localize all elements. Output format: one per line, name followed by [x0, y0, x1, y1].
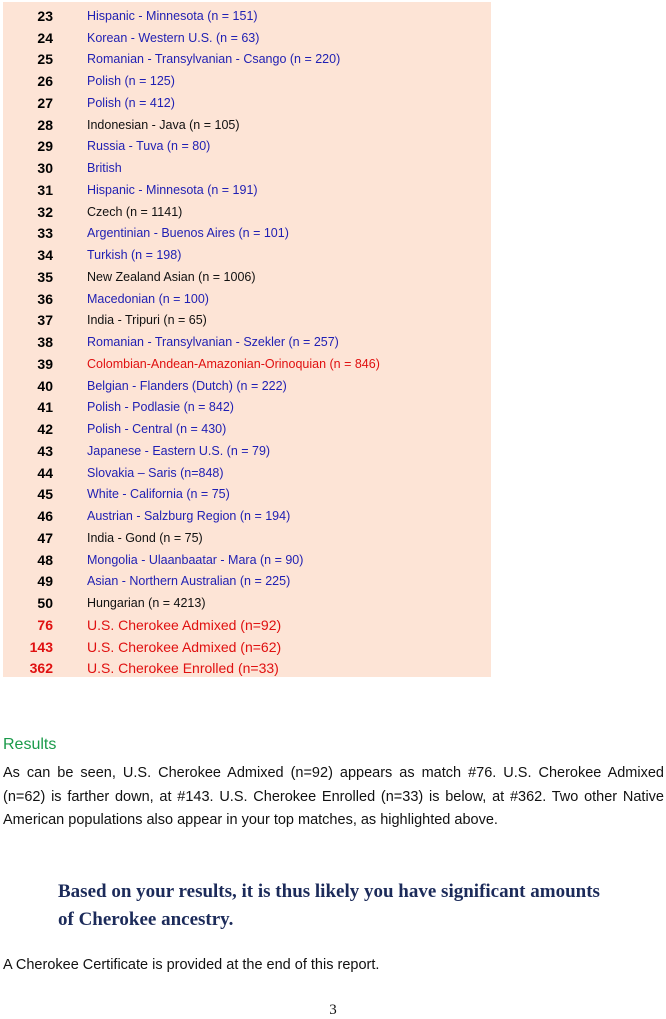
match-population: Polish - Central (n = 430)	[87, 422, 227, 437]
match-rank: 31	[37, 181, 53, 198]
match-population: Polish (n = 412)	[87, 95, 175, 110]
match-population: Argentinian - Buenos Aires (n = 101)	[87, 226, 289, 241]
match-population: Mongolia - Ulaanbaatar - Mara (n = 90)	[87, 552, 304, 567]
match-rank: 29	[37, 138, 53, 155]
match-row	[3, 27, 491, 49]
match-row	[3, 70, 491, 92]
match-population: Austrian - Salzburg Region (n = 194)	[87, 509, 291, 524]
match-row	[3, 397, 491, 419]
match-row	[3, 353, 491, 375]
match-population: Macedonian (n = 100)	[87, 291, 209, 306]
match-population: British	[87, 161, 122, 176]
match-population: Hispanic - Minnesota (n = 151)	[87, 8, 258, 23]
match-rank: 26	[37, 73, 53, 90]
match-row	[3, 92, 491, 114]
match-rank: 27	[37, 94, 53, 111]
match-rank: 30	[37, 160, 53, 177]
match-population: Asian - Northern Australian (n = 225)	[87, 574, 291, 589]
match-rank: 45	[37, 486, 53, 503]
match-row	[3, 114, 491, 136]
certificate-note: A Cherokee Certificate is provided at the end of this report.	[3, 957, 380, 973]
match-row	[3, 310, 491, 332]
match-rank: 32	[37, 203, 53, 220]
match-population: U.S. Cherokee Enrolled (n=33)	[87, 660, 279, 677]
match-rank: 50	[37, 595, 53, 612]
match-rank: 46	[37, 508, 53, 525]
match-population: Belgian - Flanders (Dutch) (n = 222)	[87, 378, 287, 393]
match-rank: 39	[37, 355, 53, 372]
match-rank: 24	[37, 29, 53, 46]
match-rank: 25	[37, 51, 53, 68]
match-row	[3, 244, 491, 266]
match-row	[3, 592, 491, 614]
match-rank: 48	[37, 551, 53, 568]
match-rank: 362	[29, 660, 53, 677]
match-rank: 23	[37, 7, 53, 24]
match-population: Romanian - Transylvanian - Csango (n = 220)	[87, 52, 341, 67]
results-paragraph: As can be seen, U.S. Cherokee Admixed (n=92) appears as match #76. U.S. Cherokee Admixed (n=62) is farther down, at #143. U.S. Cherokee Enrolled (n=33) is below, at #362. Two other Native American populations also appear in your top matches, as highlighted above.	[3, 765, 664, 828]
page-number: 3	[329, 1002, 337, 1018]
match-population: U.S. Cherokee Admixed (n=92)	[87, 616, 282, 633]
match-rank: 76	[37, 616, 53, 633]
match-row	[3, 375, 491, 397]
match-rank: 42	[37, 421, 53, 438]
match-rank: 37	[37, 312, 53, 329]
match-row	[3, 5, 491, 27]
match-rank: 36	[37, 290, 53, 307]
match-rank: 28	[37, 116, 53, 133]
match-row	[3, 49, 491, 71]
match-population: Hispanic - Minnesota (n = 191)	[87, 182, 258, 197]
match-population: Polish (n = 125)	[87, 74, 175, 89]
match-row	[3, 157, 491, 179]
match-row	[3, 136, 491, 158]
match-row	[3, 462, 491, 484]
match-population: U.S. Cherokee Admixed (n=62)	[87, 638, 282, 655]
match-rank: 34	[37, 247, 53, 264]
match-row	[3, 331, 491, 353]
match-row	[3, 418, 491, 440]
match-rank: 33	[37, 225, 53, 242]
match-population: Turkish (n = 198)	[87, 248, 182, 263]
match-rank: 49	[37, 573, 53, 590]
match-row	[3, 201, 491, 223]
match-rank: 41	[37, 399, 53, 416]
match-row	[3, 484, 491, 506]
match-rank: 44	[37, 464, 53, 481]
match-population: Colombian-Andean-Amazonian-Orinoquian (n = 846)	[87, 356, 380, 371]
match-population: Romanian - Transylvanian - Szekler (n = 257)	[87, 335, 339, 350]
match-row	[3, 223, 491, 245]
match-row	[3, 288, 491, 310]
match-rank: 40	[37, 377, 53, 394]
matches-table	[3, 2, 491, 677]
match-row	[3, 571, 491, 593]
match-population: Polish - Podlasie (n = 842)	[87, 400, 234, 415]
match-row	[3, 549, 491, 571]
match-row	[3, 614, 491, 636]
match-row	[3, 179, 491, 201]
match-population: Russia - Tuva (n = 80)	[87, 139, 211, 154]
match-row	[3, 636, 491, 658]
matches-rows	[3, 5, 491, 679]
match-population: Hungarian (n = 4213)	[87, 596, 206, 611]
match-rank: 47	[37, 529, 53, 546]
match-population: Czech (n = 1141)	[87, 204, 183, 219]
conclusion-statement: Based on your results, it is thus likely you have significant amounts of Cherokee ancestry.	[58, 881, 600, 930]
match-row	[3, 527, 491, 549]
match-row	[3, 658, 491, 680]
match-rank: 43	[37, 442, 53, 459]
match-row	[3, 505, 491, 527]
match-population: Korean - Western U.S. (n = 63)	[87, 30, 260, 45]
match-population: India - Tripuri (n = 65)	[87, 313, 207, 328]
match-rank: 143	[29, 638, 53, 655]
match-row	[3, 440, 491, 462]
match-population: White - California (n = 75)	[87, 487, 230, 502]
match-population: Japanese - Eastern U.S. (n = 79)	[87, 443, 271, 458]
match-rank: 38	[37, 334, 53, 351]
results-heading: Results	[3, 736, 57, 753]
match-population: New Zealand Asian (n = 1006)	[87, 269, 256, 284]
match-population: Indonesian - Java (n = 105)	[87, 117, 240, 132]
match-population: India - Gond (n = 75)	[87, 530, 203, 545]
match-row	[3, 266, 491, 288]
match-population: Slovakia – Saris (n=848)	[87, 465, 224, 480]
match-rank: 35	[37, 268, 53, 285]
